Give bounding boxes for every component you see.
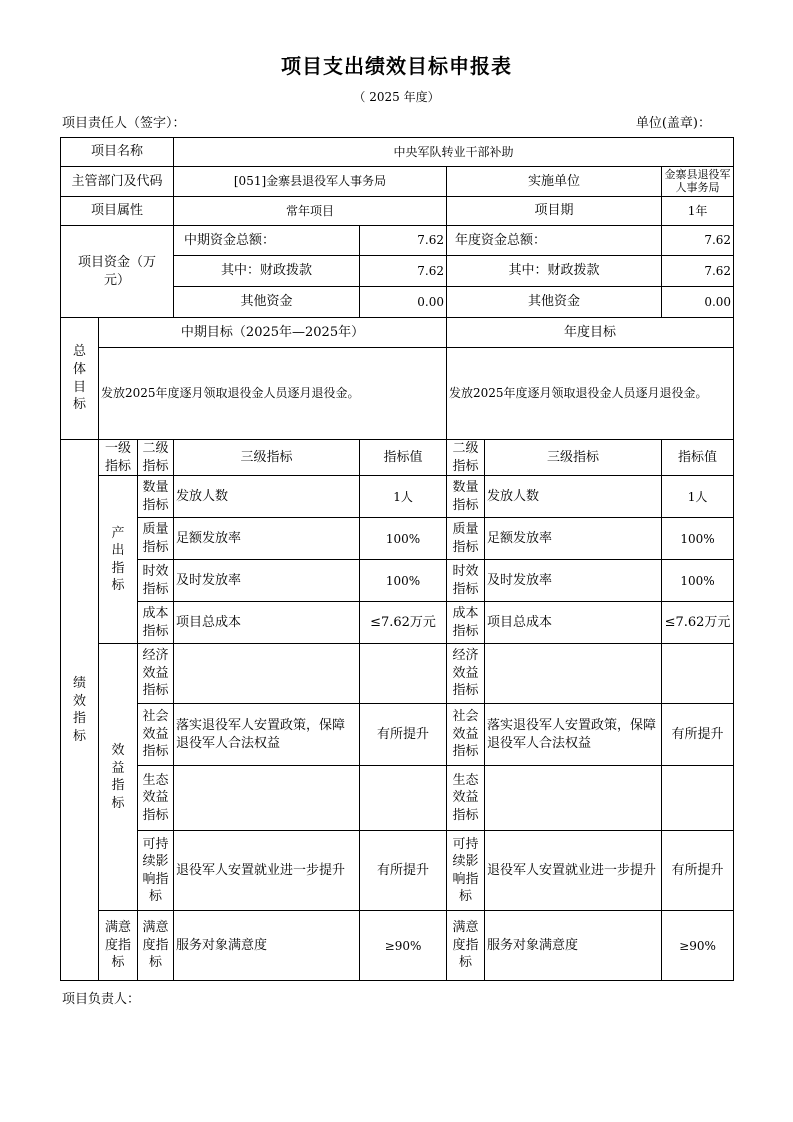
mid-total-label: 中期资金总额： xyxy=(174,226,360,256)
table-row xyxy=(61,766,734,831)
value: 有所提升 xyxy=(360,831,447,911)
dept-label: 主管部门及代码 xyxy=(61,167,174,197)
table-row xyxy=(61,911,734,981)
table-row xyxy=(61,560,734,602)
level2: 经济效益指标 xyxy=(138,644,174,704)
year-total-value: 7.62 xyxy=(662,226,734,256)
value-year: 有所提升 xyxy=(662,831,734,911)
value xyxy=(360,644,447,704)
level2-year: 质量指标 xyxy=(447,518,485,560)
responsible-label: 项目责任人（签字）： xyxy=(62,116,186,131)
value-year: ≤7.62万元 xyxy=(662,602,734,644)
attr-value: 常年项目 xyxy=(174,197,447,226)
col-value-year: 指标值 xyxy=(662,440,734,476)
impl-value: 金寨县退役军人事务局 xyxy=(662,167,734,197)
col-level2: 二级指标 xyxy=(138,440,174,476)
value: 有所提升 xyxy=(360,704,447,766)
value-year xyxy=(662,766,734,831)
year-goal-header: 年度目标 xyxy=(447,318,734,348)
level3: 及时发放率 xyxy=(174,560,360,602)
mid-other-label: 其他资金 xyxy=(174,287,360,318)
level2: 生态效益指标 xyxy=(138,766,174,831)
indicators-label: 绩效指标 xyxy=(61,440,99,981)
value-year: ≥90% xyxy=(662,911,734,981)
table-row xyxy=(61,518,734,560)
mid-total-value: 7.62 xyxy=(360,226,447,256)
year-label: （ 2025 年度） xyxy=(353,90,440,104)
performance-table xyxy=(60,137,734,981)
page-title: 项目支出绩效目标申报表 xyxy=(281,54,512,78)
value-year: 有所提升 xyxy=(662,704,734,766)
level2-year: 满意度指标 xyxy=(447,911,485,981)
level3-year: 落实退役军人安置政策，保障退役军人合法权益 xyxy=(485,704,662,766)
level3-year: 足额发放率 xyxy=(485,518,662,560)
level3: 足额发放率 xyxy=(174,518,360,560)
project-name-value: 中央军队转业干部补助 xyxy=(174,138,734,167)
table-row xyxy=(61,644,734,704)
level3-year: 服务对象满意度 xyxy=(485,911,662,981)
year-other-value: 0.00 xyxy=(662,287,734,318)
output-label: 产出指标 xyxy=(99,476,138,644)
impl-label: 实施单位 xyxy=(447,167,662,197)
value-year: 100% xyxy=(662,518,734,560)
level3-year: 项目总成本 xyxy=(485,602,662,644)
value: ≥90% xyxy=(360,911,447,981)
level2: 可持续影响指标 xyxy=(138,831,174,911)
year-fiscal-value: 7.62 xyxy=(662,256,734,287)
col-value: 指标值 xyxy=(360,440,447,476)
level3-year: 及时发放率 xyxy=(485,560,662,602)
level3: 服务对象满意度 xyxy=(174,911,360,981)
row-project-name xyxy=(61,138,734,167)
period-value: 1年 xyxy=(662,197,734,226)
satisfaction-label: 满意度指标 xyxy=(99,911,138,981)
value: 100% xyxy=(360,560,447,602)
level3: 发放人数 xyxy=(174,476,360,518)
value xyxy=(360,766,447,831)
row-goals-header xyxy=(61,318,734,348)
value: ≤7.62万元 xyxy=(360,602,447,644)
table-row xyxy=(61,831,734,911)
mid-other-value: 0.00 xyxy=(360,287,447,318)
value-year xyxy=(662,644,734,704)
table-row xyxy=(61,704,734,766)
funds-label: 项目资金（万元） xyxy=(61,226,174,318)
level3 xyxy=(174,766,360,831)
row-funds-total xyxy=(61,226,734,256)
value-year: 1人 xyxy=(662,476,734,518)
col-level2-year: 二级指标 xyxy=(447,440,485,476)
year-other-label: 其他资金 xyxy=(447,287,662,318)
level2-year: 时效指标 xyxy=(447,560,485,602)
row-dept xyxy=(61,167,734,197)
level2-year: 生态效益指标 xyxy=(447,766,485,831)
level3-year xyxy=(485,766,662,831)
goals-label: 总体目标 xyxy=(61,318,99,440)
project-name-label: 项目名称 xyxy=(61,138,174,167)
year-goal-text: 发放2025年度逐月领取退役金人员逐月退役金。 xyxy=(447,348,734,440)
level3-year: 发放人数 xyxy=(485,476,662,518)
table-row xyxy=(61,602,734,644)
level2-year: 可持续影响指标 xyxy=(447,831,485,911)
col-level3: 三级指标 xyxy=(174,440,360,476)
attr-label: 项目属性 xyxy=(61,197,174,226)
benefit-label: 效益指标 xyxy=(99,644,138,911)
level3: 落实退役军人安置政策，保障退役军人合法权益 xyxy=(174,704,360,766)
mid-goal-text: 发放2025年度逐月领取退役金人员逐月退役金。 xyxy=(99,348,447,440)
level2: 社会效益指标 xyxy=(138,704,174,766)
level3-year xyxy=(485,644,662,704)
row-attr xyxy=(61,197,734,226)
year-total-label: 年度资金总额： xyxy=(447,226,662,256)
level3-year: 退役军人安置就业进一步提升 xyxy=(485,831,662,911)
value: 100% xyxy=(360,518,447,560)
level2: 质量指标 xyxy=(138,518,174,560)
row-indicator-header xyxy=(61,440,734,476)
period-label: 项目期 xyxy=(447,197,662,226)
level2-year: 社会效益指标 xyxy=(447,704,485,766)
table-row xyxy=(61,476,734,518)
level2-year: 数量指标 xyxy=(447,476,485,518)
level3 xyxy=(174,644,360,704)
value-year: 100% xyxy=(662,560,734,602)
level2: 成本指标 xyxy=(138,602,174,644)
mid-goal-header: 中期目标（2025年—2025年） xyxy=(99,318,447,348)
mid-fiscal-value: 7.62 xyxy=(360,256,447,287)
level2-year: 经济效益指标 xyxy=(447,644,485,704)
level2-year: 成本指标 xyxy=(447,602,485,644)
unit-label: 单位(盖章)： xyxy=(635,116,711,131)
year-fiscal-label: 其中：财政拨款 xyxy=(447,256,662,287)
col-level3-year: 三级指标 xyxy=(485,440,662,476)
level2: 数量指标 xyxy=(138,476,174,518)
level2: 时效指标 xyxy=(138,560,174,602)
col-level1: 一级指标 xyxy=(99,440,138,476)
mid-fiscal-label: 其中：财政拨款 xyxy=(174,256,360,287)
value: 1人 xyxy=(360,476,447,518)
row-goals-text xyxy=(61,348,734,440)
level2: 满意度指标 xyxy=(138,911,174,981)
dept-value: [051]金寨县退役军人事务局 xyxy=(174,167,447,197)
level3: 退役军人安置就业进一步提升 xyxy=(174,831,360,911)
level3: 项目总成本 xyxy=(174,602,360,644)
leader-label: 项目负责人： xyxy=(62,992,141,1007)
